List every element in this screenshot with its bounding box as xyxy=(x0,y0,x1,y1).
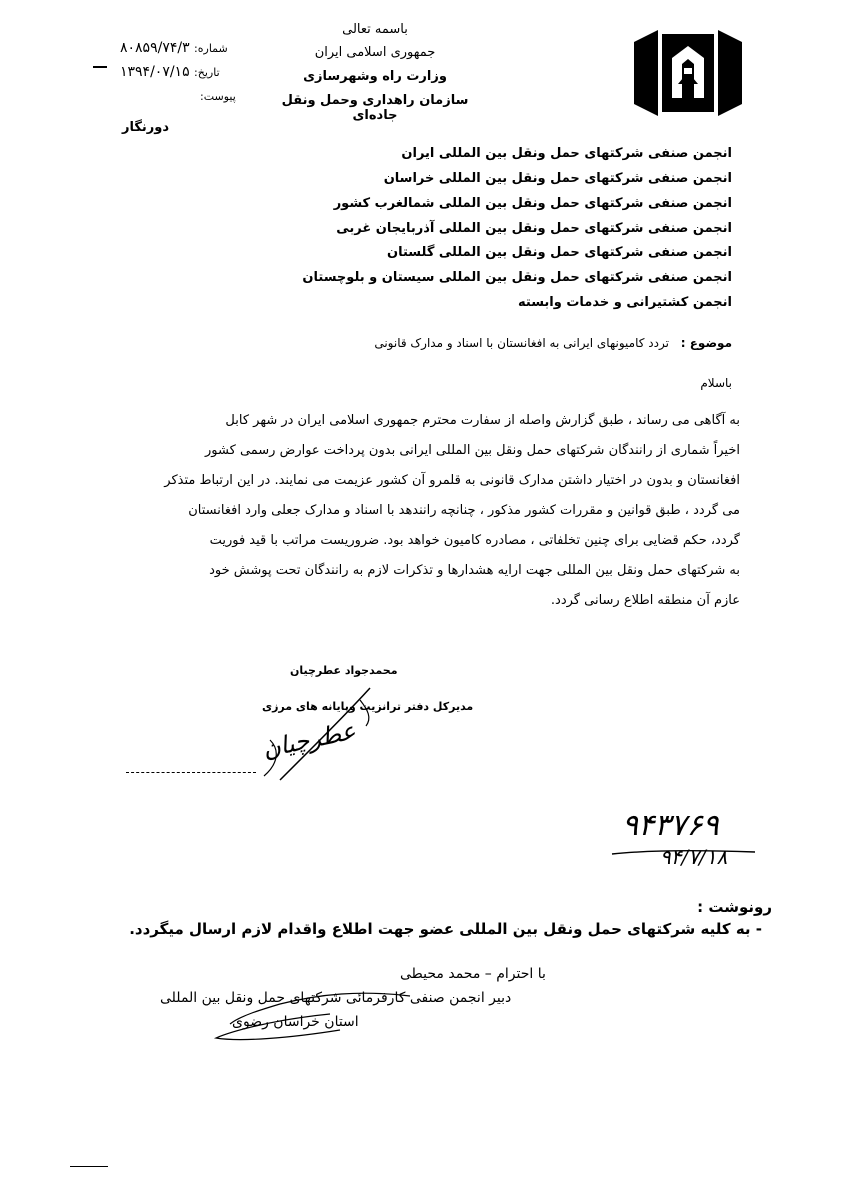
organization-logo-icon xyxy=(628,28,748,118)
greeting: باسلام xyxy=(700,376,732,390)
letter-date xyxy=(120,64,220,80)
body-line-6: به شرکتهای حمل ونقل بین المللی جهت ارایه هشدارها و تذکرات لازم به رانندگان تحت پوشش خود xyxy=(209,563,740,578)
fax-note: دورنگار xyxy=(122,120,170,135)
handwritten-date: ۹۴/۷/۱۸ xyxy=(660,845,728,869)
footer-rule xyxy=(70,1166,108,1167)
subject xyxy=(374,336,732,350)
signature-handwriting: عطرچیان xyxy=(260,716,359,764)
regards-line-3: استان خراسان رضوی xyxy=(232,1014,359,1030)
country-name: جمهوری اسلامی ایران xyxy=(314,45,436,60)
subject-text: تردد کامیونهای ایرانی به افغانستان با اسناد و مدارک قانونی xyxy=(374,336,669,350)
recipient-2: انجمن صنفی شرکتهای حمل ونقل بین المللی خراسان xyxy=(383,171,732,186)
body-line-3: افغانستان و بدون در اختیار داشتن مدارک قانونی به قلمرو آن کشور عزیمت می نمایند. در این ارتباط متذکر xyxy=(164,473,740,488)
recipient-4: انجمن صنفی شرکتهای حمل ونقل بین المللی آذربایجان غربی xyxy=(336,221,732,236)
handwritten-underline-icon xyxy=(610,846,760,876)
body-line-2: اخیراً شماری از رانندگان شرکتهای حمل ونقل بین المللی ایرانی بدون پرداخت عوارض رسمی کشور xyxy=(205,443,740,458)
organization-name: سازمان راهداری وحمل ونقل جاده‌ای xyxy=(281,93,469,123)
recipient-5: انجمن صنفی شرکتهای حمل ونقل بین المللی گلستان xyxy=(387,245,732,260)
number-value: ۸۰۸۵۹/۷۴/۳ xyxy=(120,40,190,56)
regards-line-2: دبیر انجمن صنفی کارفرمائی شرکتهای حمل ونقل بین المللی xyxy=(160,990,512,1006)
body-line-1: به آگاهی می رساند ، طبق گزارش واصله از سفارت محترم جمهوری اسلامی ایران در شهر کابل xyxy=(225,413,740,428)
signatory-title: مدیرکل دفتر ترانزیت وپایانه های مرزی xyxy=(262,700,474,713)
signatory-name: محمدجواد عطرچیان xyxy=(290,664,398,677)
recipient-6: انجمن صنفی شرکتهای حمل ونقل بین المللی سیستان و بلوچستان xyxy=(302,270,732,285)
body-line-5: گردد، حکم قضایی برای چنین تخلفاتی ، مصادره کامیون خواهد بود. ضروریست مراتب با قید فوریت xyxy=(209,533,740,548)
margin-mark xyxy=(93,66,107,68)
handwritten-reference-number: ۹۴۳۷۶۹ xyxy=(622,808,719,843)
copy-title: رونوشت : xyxy=(697,898,772,916)
recipient-7: انجمن کشتیرانی و خدمات وابسته xyxy=(518,295,732,310)
recipient-1: انجمن صنفی شرکتهای حمل ونقل بین المللی ایران xyxy=(401,146,732,161)
date-value: ۱۳۹۴/۰۷/۱۵ xyxy=(120,64,190,80)
number-label: شماره: xyxy=(194,42,228,55)
signature-rule xyxy=(126,772,256,773)
regards-signature-icon xyxy=(200,980,420,1050)
copy-line: - به کلیه شرکتهای حمل ونقل بین المللی عضو جهت اطلاع واقدام لازم ارسال میگردد. xyxy=(129,920,762,938)
letter-number xyxy=(120,40,228,56)
ministry-name: وزارت راه وشهرسازی xyxy=(303,69,447,84)
attachment-label: پیوست: xyxy=(200,90,236,103)
regards-line-1: با احترام – محمد محیطی xyxy=(400,966,546,982)
body-line-4: می گردد ، طبق قوانین و مقررات کشور مذکور ، چنانچه رانندهد با اسناد و مدارک جعلی وارد افغانستان xyxy=(188,503,740,518)
body-line-7: عازم آن منطقه اطلاع رسانی گردد. xyxy=(550,593,740,608)
subject-label: موضوع : xyxy=(680,336,732,350)
date-label: تاریخ: xyxy=(194,66,220,79)
invocation: باسمه تعالی xyxy=(342,22,408,37)
recipient-3: انجمن صنفی شرکتهای حمل ونقل بین المللی شمالغرب کشور xyxy=(333,196,732,211)
signature-scribble-icon xyxy=(250,680,400,790)
letter-attachment xyxy=(200,88,236,104)
